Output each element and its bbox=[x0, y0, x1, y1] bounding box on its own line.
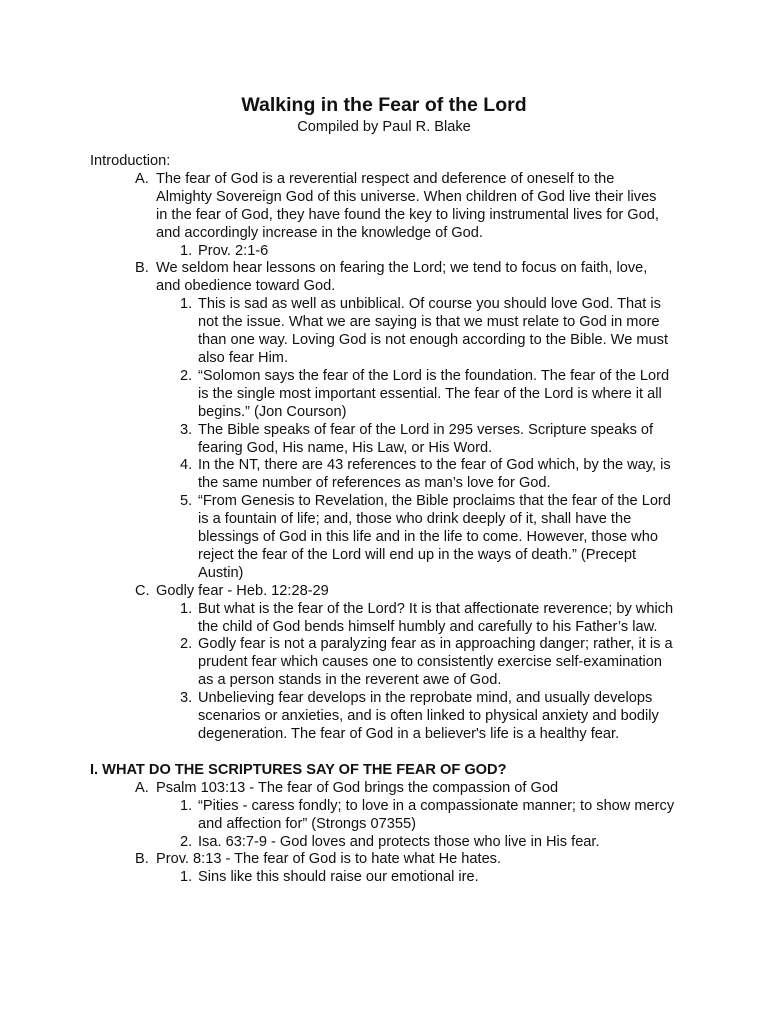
outline-text: “From Genesis to Revelation, the Bible proclaims that the fear of the Lord is a fountain of life; and, those who drink deeply of it, shall have the blessings of God in this life and in the life to come. However, those who reject the fear of the Lord will end up in the ways of death.” (Precept Austin) bbox=[198, 493, 671, 581]
outline-subitem bbox=[180, 457, 680, 493]
outline-text: “Solomon says the fear of the Lord is the foundation. The fear of the Lord is the single most important essential. The fear of the Lord is where it all begins.” (Jon Courson) bbox=[198, 367, 670, 420]
outline-item bbox=[135, 583, 670, 601]
outline-marker: 3. bbox=[180, 690, 193, 707]
outline-marker: B. bbox=[135, 260, 149, 277]
outline-text: We seldom hear lessons on fearing the Lord; we tend to focus on faith, love, and obedience toward God. bbox=[156, 260, 648, 295]
document-body bbox=[90, 153, 690, 887]
outline-text: Sins like this should raise our emotional ire. bbox=[198, 869, 479, 886]
section-heading: I. WHAT DO THE SCRIPTURES SAY OF THE FEAR OF GOD? bbox=[90, 761, 507, 778]
outline-subitem bbox=[180, 601, 680, 637]
outline-text: Godly fear - Heb. 12:28-29 bbox=[156, 582, 329, 599]
outline-subitem bbox=[180, 296, 680, 368]
outline-subitem bbox=[180, 636, 680, 690]
outline-text: Isa. 63:7-9 - God loves and protects those who live in His fear. bbox=[198, 833, 600, 850]
outline-subitem bbox=[180, 422, 680, 458]
outline-marker: 2. bbox=[180, 367, 193, 384]
outline-text: The fear of God is a reverential respect and deference of oneself to the Almighty Sovereign God of this universe. When children of God live their lives in the fear of God, they have found the key to living instrumental lives for God, and accordingly increase in the knowledge of God. bbox=[156, 170, 659, 241]
outline-marker: 3. bbox=[180, 421, 193, 438]
outline-marker: B. bbox=[135, 851, 149, 868]
outline-marker: 1. bbox=[180, 600, 193, 617]
outline-item bbox=[135, 171, 670, 243]
outline-text: Prov. 8:13 - The fear of God is to hate what He hates. bbox=[156, 851, 502, 868]
outline-marker: C. bbox=[135, 582, 150, 599]
outline-text: “Pities - caress fondly; to love in a compassionate manner; to show mercy and affection for” (Strongs 07355) bbox=[198, 797, 675, 832]
outline-subitem bbox=[180, 798, 680, 834]
outline-text: In the NT, there are 43 references to the fear of God which, by the way, is the same number of references as man’s love for God. bbox=[198, 457, 671, 492]
outline-marker: 4. bbox=[180, 457, 193, 474]
outline-subitem bbox=[180, 690, 680, 744]
outline-text: The Bible speaks of fear of the Lord in 295 verses. Scripture speaks of fearing God, His name, His Law, or His Word. bbox=[198, 421, 654, 456]
outline-marker: 5. bbox=[180, 493, 193, 510]
outline-text: This is sad as well as unbiblical. Of course you should love God. That is not the issue. What we are saying is that we must relate to God in more than one way. Loving God is not enough according to the Bible. We must also fear Him. bbox=[198, 296, 668, 366]
outline-text: Unbelieving fear develops in the reprobate mind, and usually develops scenarios or anxieties, and is often linked to physical anxiety and bodily degeneration. The fear of God in a believer's life is a healthy fear. bbox=[198, 690, 659, 742]
outline-subitem bbox=[180, 493, 680, 583]
outline-text: Prov. 2:1-6 bbox=[198, 242, 269, 259]
outline-marker: 1. bbox=[180, 869, 193, 886]
outline-marker: 1. bbox=[180, 296, 193, 313]
introduction-label: Introduction: bbox=[90, 153, 171, 169]
outline-subitem bbox=[180, 869, 680, 887]
outline-marker: A. bbox=[135, 170, 149, 187]
outline-subitem bbox=[180, 243, 680, 261]
outline-item bbox=[135, 260, 670, 296]
outline-marker: 1. bbox=[180, 242, 193, 259]
outline-marker: 2. bbox=[180, 636, 193, 653]
outline-text: Godly fear is not a paralyzing fear as in approaching danger; rather, it is a prudent fear which causes one to consistently exercise self-examination as a person stands in the reverent awe of God. bbox=[198, 636, 673, 689]
outline-subitem bbox=[180, 834, 680, 852]
outline-item bbox=[135, 780, 670, 798]
document-subtitle: Compiled by Paul R. Blake bbox=[297, 119, 471, 135]
outline-marker: A. bbox=[135, 779, 149, 796]
outline-text: Psalm 103:13 - The fear of God brings the compassion of God bbox=[156, 779, 559, 796]
outline-text: But what is the fear of the Lord? It is that affectionate reverence; by which the child of God bends himself humbly and carefully to his Father’s law. bbox=[198, 600, 674, 635]
outline-item bbox=[135, 851, 670, 869]
document-title: Walking in the Fear of the Lord bbox=[241, 94, 527, 116]
outline-marker: 1. bbox=[180, 797, 193, 814]
outline-marker: 2. bbox=[180, 833, 193, 850]
outline-subitem bbox=[180, 368, 680, 422]
